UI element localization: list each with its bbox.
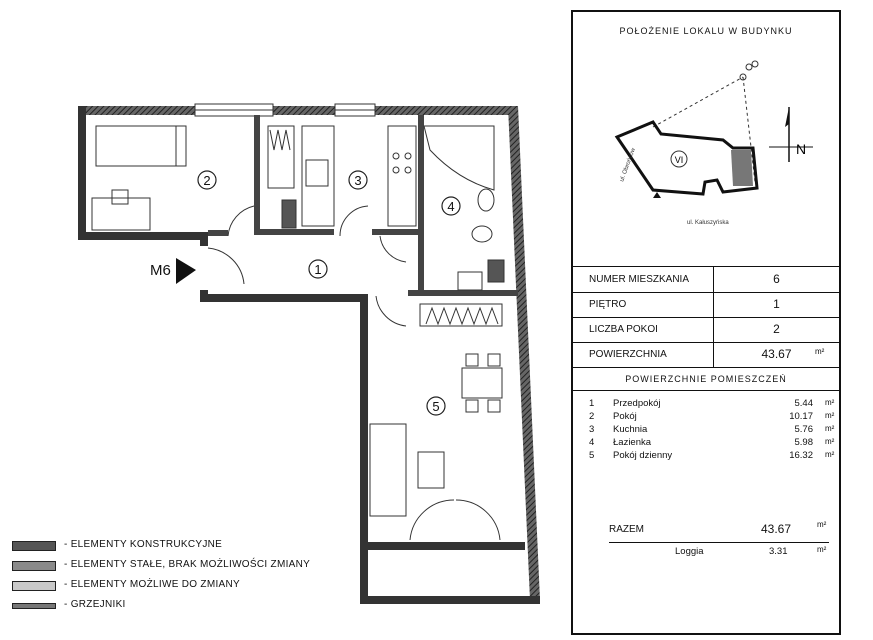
legend-label: - ELEMENTY KONSTRUKCYJNE — [64, 539, 223, 550]
door-swings — [208, 206, 406, 326]
room-number-3: 3 — [354, 173, 362, 188]
room-area: 10.17 — [789, 411, 813, 422]
street-label-2: ul. Kałuszyńska — [687, 220, 729, 226]
info-panel — [571, 10, 841, 635]
entrance-marker — [150, 258, 196, 284]
loggia-value: 3.31 — [769, 546, 788, 557]
loggia-row — [609, 546, 829, 560]
legend-swatch-fixed — [12, 561, 56, 571]
room-number-4: 4 — [447, 199, 455, 214]
room-num: 3 — [589, 424, 595, 435]
legend-label: - ELEMENTY MOŻLIWE DO ZMIANY — [64, 579, 241, 590]
info-label: NUMER MIESZKANIA — [589, 274, 690, 285]
total-label: RAZEM — [609, 524, 644, 535]
entrance-arrow-icon — [176, 258, 196, 284]
room-num: 2 — [589, 411, 595, 422]
room-name: Przedpokój — [613, 398, 661, 409]
total-value: 43.67 — [761, 522, 792, 536]
room-num: 4 — [589, 437, 595, 448]
info-row-rooms-count — [573, 317, 839, 343]
location-title: POŁOŻENIE LOKALU W BUDYNKU — [619, 26, 793, 36]
info-value: 6 — [713, 267, 839, 292]
building-location-map — [593, 52, 823, 232]
rooms-title: POWIERZCHNIE POMIESZCZEŃ — [573, 374, 839, 391]
street-label-1: ul. Obrońców — [619, 147, 637, 183]
room-area-row — [589, 424, 839, 437]
total-unit: m² — [817, 520, 827, 529]
room-area: 16.32 — [789, 450, 813, 461]
info-table — [573, 266, 839, 369]
room-name: Pokój — [613, 411, 637, 422]
apartment-highlight — [731, 150, 753, 186]
north-label: N — [796, 141, 807, 157]
legend-swatch-radiators — [12, 603, 56, 609]
entrance-label: M6 — [150, 262, 171, 279]
legend-label: - GRZEJNIKI — [64, 599, 126, 610]
info-unit: m² — [815, 347, 825, 356]
room-area-row — [589, 450, 839, 463]
building-label: VI — [674, 155, 684, 165]
info-label: PIĘTRO — [589, 299, 627, 310]
room-area: 5.76 — [794, 424, 813, 435]
loggia-unit: m² — [817, 545, 827, 554]
room-unit: m² — [825, 437, 835, 446]
legend-swatch-changeable — [12, 581, 56, 591]
room-name: Pokój dzienny — [613, 450, 673, 461]
legend-swatch-structural — [12, 541, 56, 551]
info-value: 2 — [713, 317, 839, 342]
info-label: POWIERZCHNIA — [589, 349, 667, 360]
room-num: 5 — [589, 450, 595, 461]
room-unit: m² — [825, 398, 835, 407]
room-area-list — [589, 398, 839, 463]
room-unit: m² — [825, 424, 835, 433]
sightline — [653, 77, 743, 127]
room-number-5: 5 — [432, 399, 440, 414]
legend-label: - ELEMENTY STAŁE, BRAK MOŻLIWOŚCI ZMIANY — [64, 559, 311, 570]
room-name: Łazienka — [613, 437, 652, 448]
legend — [0, 536, 360, 626]
room-area-row — [589, 437, 839, 450]
total-row — [609, 520, 829, 543]
room-area: 5.44 — [794, 398, 813, 409]
room-number-2: 2 — [203, 173, 211, 188]
room-unit: m² — [825, 450, 835, 459]
room-number-1: 1 — [314, 262, 322, 277]
room-area: 5.98 — [794, 437, 813, 448]
room2-furniture — [92, 126, 186, 230]
living-furniture — [370, 354, 502, 540]
info-value: 1 — [713, 292, 839, 317]
room-area-row — [589, 411, 839, 424]
info-label: LICZBA POKOI — [589, 324, 658, 335]
living-radiator — [420, 304, 502, 326]
info-value: 43.67 — [713, 342, 839, 367]
room-area-row — [589, 398, 839, 411]
info-row-floor — [573, 292, 839, 318]
interior-walls — [208, 115, 518, 296]
room-name: Kuchnia — [613, 424, 648, 435]
room-num: 1 — [589, 398, 595, 409]
info-row-apartment-number — [573, 267, 839, 293]
info-row-area — [573, 342, 839, 368]
room-unit: m² — [825, 411, 835, 420]
entrance-triangle-icon — [653, 192, 661, 198]
loggia-label: Loggia — [675, 546, 704, 557]
